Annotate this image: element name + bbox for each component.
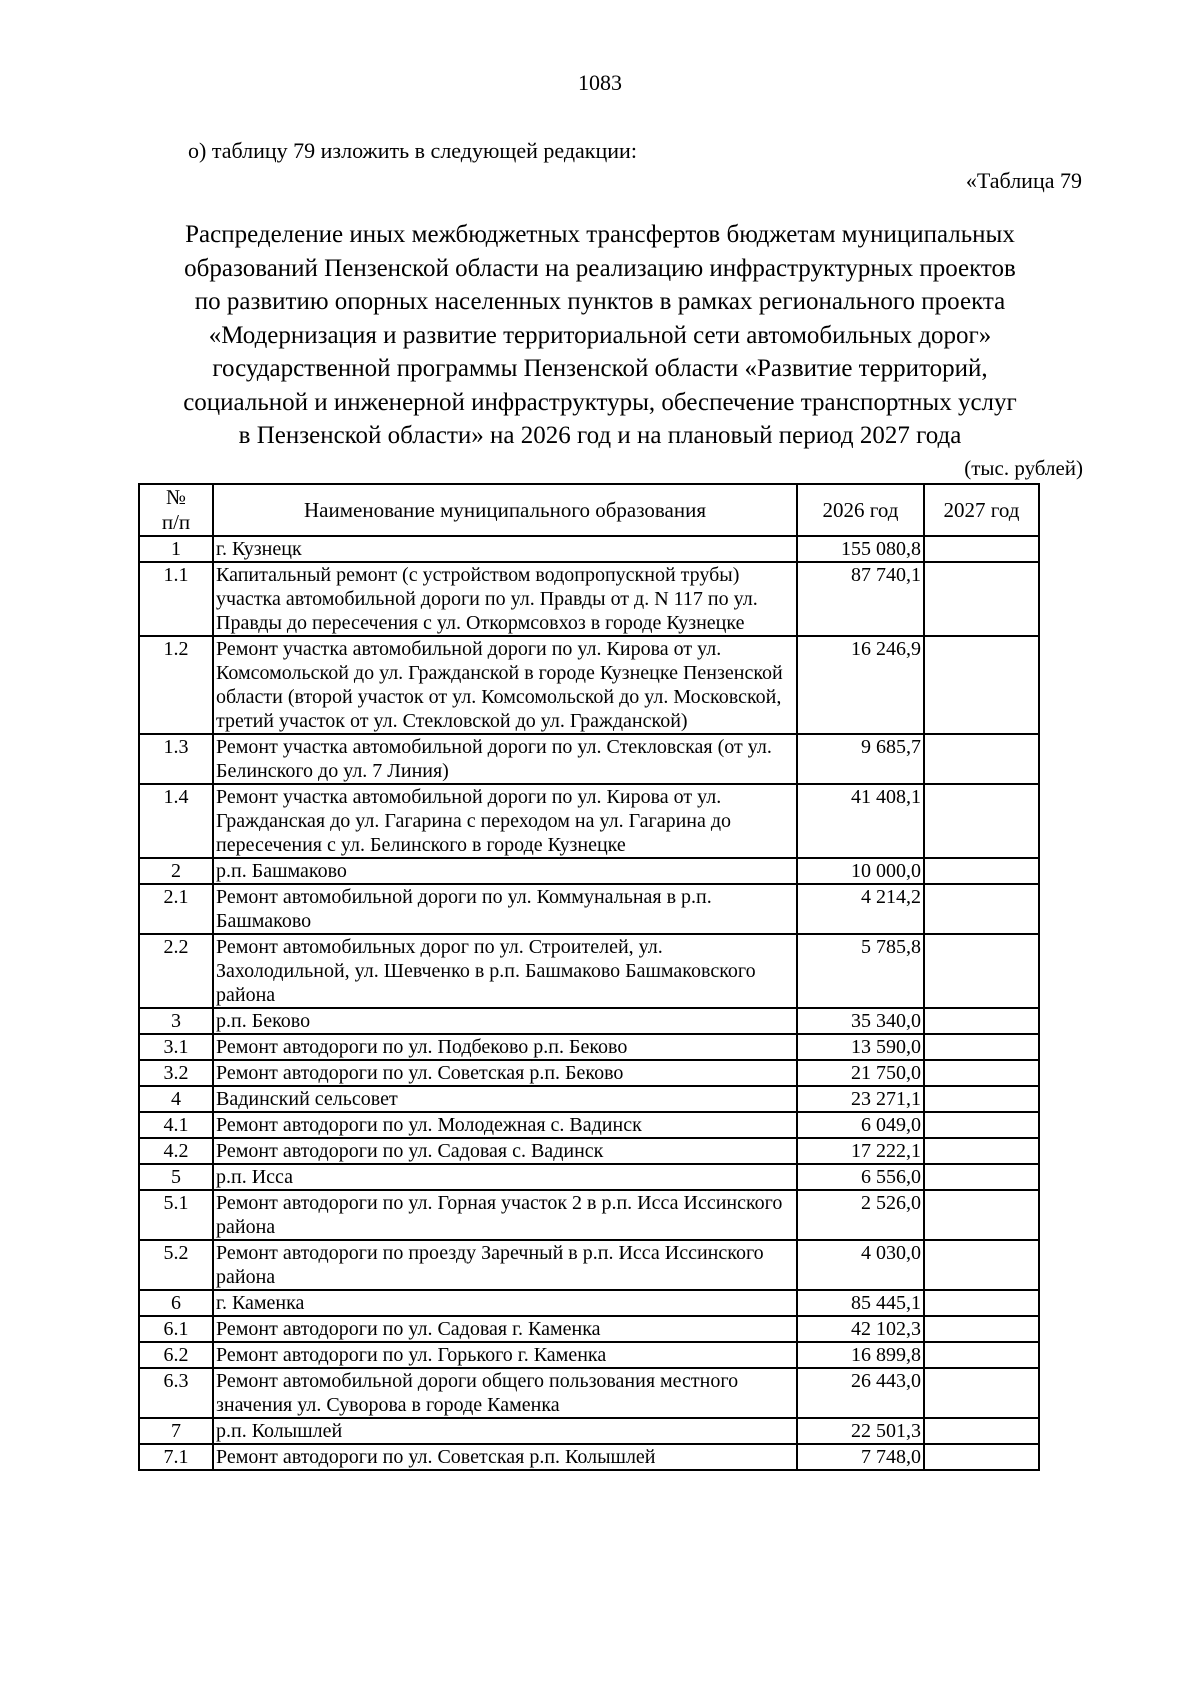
row-2026-cell: 155 080,8 xyxy=(797,536,924,562)
title-line: «Модернизация и развитие территориальной сети автомобильных дорог» xyxy=(208,321,992,349)
page-number: 1083 xyxy=(578,70,622,95)
row-number-cell: 2 xyxy=(139,858,213,884)
row-name-cell: Ремонт участка автомобильной дороги по ул. Кирова от ул. Гражданская до ул. Гагарина с переходом на ул. Гагарина до пересечения с ул. Белинского в городе Кузнецке xyxy=(213,784,797,858)
header-2026: 2026 год xyxy=(797,484,924,536)
row-name-cell: Ремонт автодороги по ул. Горная участок 2 в р.п. Исса Иссинского района xyxy=(213,1190,797,1240)
transfers-table xyxy=(138,483,1040,1471)
row-2027-cell xyxy=(924,1086,1039,1112)
table-row xyxy=(139,1240,1039,1290)
row-name-cell: р.п. Башмаково xyxy=(213,858,797,884)
row-name-cell: Ремонт автомобильных дорог по ул. Строителей, ул. Захолодильной, ул. Шевченко в р.п. Башмаково Башмаковского района xyxy=(213,934,797,1008)
row-number-cell: 1.4 xyxy=(139,784,213,858)
row-2027-cell xyxy=(924,1316,1039,1342)
row-name-cell: г. Каменка xyxy=(213,1290,797,1316)
row-number-cell: 2.1 xyxy=(139,884,213,934)
row-number-cell: 5.2 xyxy=(139,1240,213,1290)
table-label: «Таблица 79 xyxy=(965,168,1082,193)
row-2026-cell: 7 748,0 xyxy=(797,1444,924,1470)
row-name-cell: Ремонт автодороги по ул. Садовая с. Вадинск xyxy=(213,1138,797,1164)
row-number-cell: 4.1 xyxy=(139,1112,213,1138)
row-name-cell: г. Кузнецк xyxy=(213,536,797,562)
row-2027-cell xyxy=(924,858,1039,884)
title-line: социальной и инженерной инфраструктуры, обеспечение транспортных услуг xyxy=(183,388,1017,416)
row-2027-cell xyxy=(924,1190,1039,1240)
table-row xyxy=(139,1138,1039,1164)
table-row xyxy=(139,858,1039,884)
row-2026-cell: 35 340,0 xyxy=(797,1008,924,1034)
table-row xyxy=(139,1316,1039,1342)
row-number-cell: 7.1 xyxy=(139,1444,213,1470)
row-2026-cell: 16 899,8 xyxy=(797,1342,924,1368)
row-name-cell: Ремонт автодороги по ул. Садовая г. Каменка xyxy=(213,1316,797,1342)
row-number-cell: 1.1 xyxy=(139,562,213,636)
row-2026-cell: 21 750,0 xyxy=(797,1060,924,1086)
row-name-cell: Ремонт автодороги по ул. Подбеково р.п. Беково xyxy=(213,1034,797,1060)
table-row xyxy=(139,536,1039,562)
row-number-cell: 5.1 xyxy=(139,1190,213,1240)
header-name: Наименование муниципального образования xyxy=(213,484,797,536)
row-2027-cell xyxy=(924,1444,1039,1470)
row-2026-cell: 41 408,1 xyxy=(797,784,924,858)
header-number-line2: п/п xyxy=(161,510,191,534)
document-title xyxy=(110,218,1090,453)
table-row xyxy=(139,1112,1039,1138)
title-line: в Пензенской области» на 2026 год и на плановый период 2027 года xyxy=(238,422,962,449)
row-2027-cell xyxy=(924,1164,1039,1190)
row-number-cell: 4 xyxy=(139,1086,213,1112)
row-name-cell: Капитальный ремонт (с устройством водопропускной трубы) участка автомобильной дороги по ул. Правды от д. N 117 по ул. Правды до пересечения с ул. Откормсовхоз в городе Кузнецке xyxy=(213,562,797,636)
table-row xyxy=(139,1060,1039,1086)
row-2026-cell: 85 445,1 xyxy=(797,1290,924,1316)
row-name-cell: Ремонт автодороги по ул. Советская р.п. Беково xyxy=(213,1060,797,1086)
table-row xyxy=(139,1418,1039,1444)
row-2027-cell xyxy=(924,1008,1039,1034)
row-2027-cell xyxy=(924,884,1039,934)
row-2026-cell: 4 030,0 xyxy=(797,1240,924,1290)
row-2026-cell: 23 271,1 xyxy=(797,1086,924,1112)
intro-text: о) таблицу 79 изложить в следующей редакции: xyxy=(188,138,637,163)
row-name-cell: Ремонт участка автомобильной дороги по ул. Кирова от ул. Комсомольской до ул. Гражданской в городе Кузнецке Пензенской области (второй участок от ул. Комсомольской до ул. Московской, третий участок от ул. Стекловской до ул. Гражданской) xyxy=(213,636,797,734)
table-row xyxy=(139,1008,1039,1034)
row-2026-cell: 9 685,7 xyxy=(797,734,924,784)
table-row xyxy=(139,1164,1039,1190)
row-name-cell: Ремонт автомобильной дороги общего пользования местного значения ул. Суворова в городе Каменка xyxy=(213,1368,797,1418)
table-body xyxy=(139,536,1039,1470)
row-number-cell: 7 xyxy=(139,1418,213,1444)
row-number-cell: 1 xyxy=(139,536,213,562)
table-row xyxy=(139,884,1039,934)
table-row xyxy=(139,934,1039,1008)
row-2027-cell xyxy=(924,934,1039,1008)
row-2027-cell xyxy=(924,636,1039,734)
row-2027-cell xyxy=(924,734,1039,784)
row-2026-cell: 6 556,0 xyxy=(797,1164,924,1190)
row-2027-cell xyxy=(924,1034,1039,1060)
row-2026-cell: 4 214,2 xyxy=(797,884,924,934)
row-number-cell: 6.3 xyxy=(139,1368,213,1418)
row-2027-cell xyxy=(924,1418,1039,1444)
row-number-cell: 1.2 xyxy=(139,636,213,734)
row-2027-cell xyxy=(924,1060,1039,1086)
title-line: по развитию опорных населенных пунктов в рамках регионального проекта xyxy=(194,288,1006,315)
title-line: образований Пензенской области на реализацию инфраструктурных проектов xyxy=(184,254,1016,282)
row-number-cell: 3.1 xyxy=(139,1034,213,1060)
units-label: (тыс. рублей) xyxy=(964,456,1083,480)
row-name-cell: р.п. Беково xyxy=(213,1008,797,1034)
row-2026-cell: 13 590,0 xyxy=(797,1034,924,1060)
table-row xyxy=(139,1190,1039,1240)
table-row xyxy=(139,1368,1039,1418)
row-2026-cell: 22 501,3 xyxy=(797,1418,924,1444)
row-number-cell: 6.1 xyxy=(139,1316,213,1342)
header-2027: 2027 год xyxy=(924,484,1039,536)
row-number-cell: 1.3 xyxy=(139,734,213,784)
row-number-cell: 5 xyxy=(139,1164,213,1190)
row-name-cell: Ремонт участка автомобильной дороги по ул. Стекловская (от ул. Белинского до ул. 7 Линия) xyxy=(213,734,797,784)
row-name-cell: Ремонт автодороги по ул. Молодежная с. Вадинск xyxy=(213,1112,797,1138)
table-row xyxy=(139,562,1039,636)
table-row xyxy=(139,1034,1039,1060)
table-row xyxy=(139,734,1039,784)
row-2026-cell: 16 246,9 xyxy=(797,636,924,734)
row-2026-cell: 10 000,0 xyxy=(797,858,924,884)
row-name-cell: Ремонт автомобильной дороги по ул. Коммунальная в р.п. Башмаково xyxy=(213,884,797,934)
table-row xyxy=(139,1086,1039,1112)
row-name-cell: р.п. Колышлей xyxy=(213,1418,797,1444)
table-row xyxy=(139,1342,1039,1368)
row-2027-cell xyxy=(924,536,1039,562)
row-2026-cell: 5 785,8 xyxy=(797,934,924,1008)
table-row xyxy=(139,636,1039,734)
row-2026-cell: 2 526,0 xyxy=(797,1190,924,1240)
row-number-cell: 2.2 xyxy=(139,934,213,1008)
header-number-line1: № xyxy=(165,485,187,509)
row-2027-cell xyxy=(924,1342,1039,1368)
row-2026-cell: 42 102,3 xyxy=(797,1316,924,1342)
row-number-cell: 3 xyxy=(139,1008,213,1034)
row-2026-cell: 6 049,0 xyxy=(797,1112,924,1138)
title-line: Распределение иных межбюджетных трансфертов бюджетам муниципальных xyxy=(185,221,1015,248)
row-2027-cell xyxy=(924,562,1039,636)
row-2026-cell: 26 443,0 xyxy=(797,1368,924,1418)
table-row xyxy=(139,1444,1039,1470)
table-header-row xyxy=(139,484,1039,536)
row-name-cell: Ремонт автодороги по ул. Советская р.п. Колышлей xyxy=(213,1444,797,1470)
table-row xyxy=(139,784,1039,858)
header-number xyxy=(139,484,213,536)
row-number-cell: 6 xyxy=(139,1290,213,1316)
table-row xyxy=(139,1290,1039,1316)
row-number-cell: 4.2 xyxy=(139,1138,213,1164)
row-number-cell: 6.2 xyxy=(139,1342,213,1368)
row-name-cell: Ремонт автодороги по ул. Горького г. Каменка xyxy=(213,1342,797,1368)
row-2027-cell xyxy=(924,784,1039,858)
row-name-cell: Вадинский сельсовет xyxy=(213,1086,797,1112)
row-number-cell: 3.2 xyxy=(139,1060,213,1086)
row-2027-cell xyxy=(924,1290,1039,1316)
row-2027-cell xyxy=(924,1240,1039,1290)
row-2027-cell xyxy=(924,1112,1039,1138)
row-2026-cell: 17 222,1 xyxy=(797,1138,924,1164)
title-line: государственной программы Пензенской области «Развитие территорий, xyxy=(212,355,988,382)
row-2027-cell xyxy=(924,1138,1039,1164)
row-name-cell: Ремонт автодороги по проезду Заречный в р.п. Исса Иссинского района xyxy=(213,1240,797,1290)
row-2026-cell: 87 740,1 xyxy=(797,562,924,636)
row-name-cell: р.п. Исса xyxy=(213,1164,797,1190)
row-2027-cell xyxy=(924,1368,1039,1418)
